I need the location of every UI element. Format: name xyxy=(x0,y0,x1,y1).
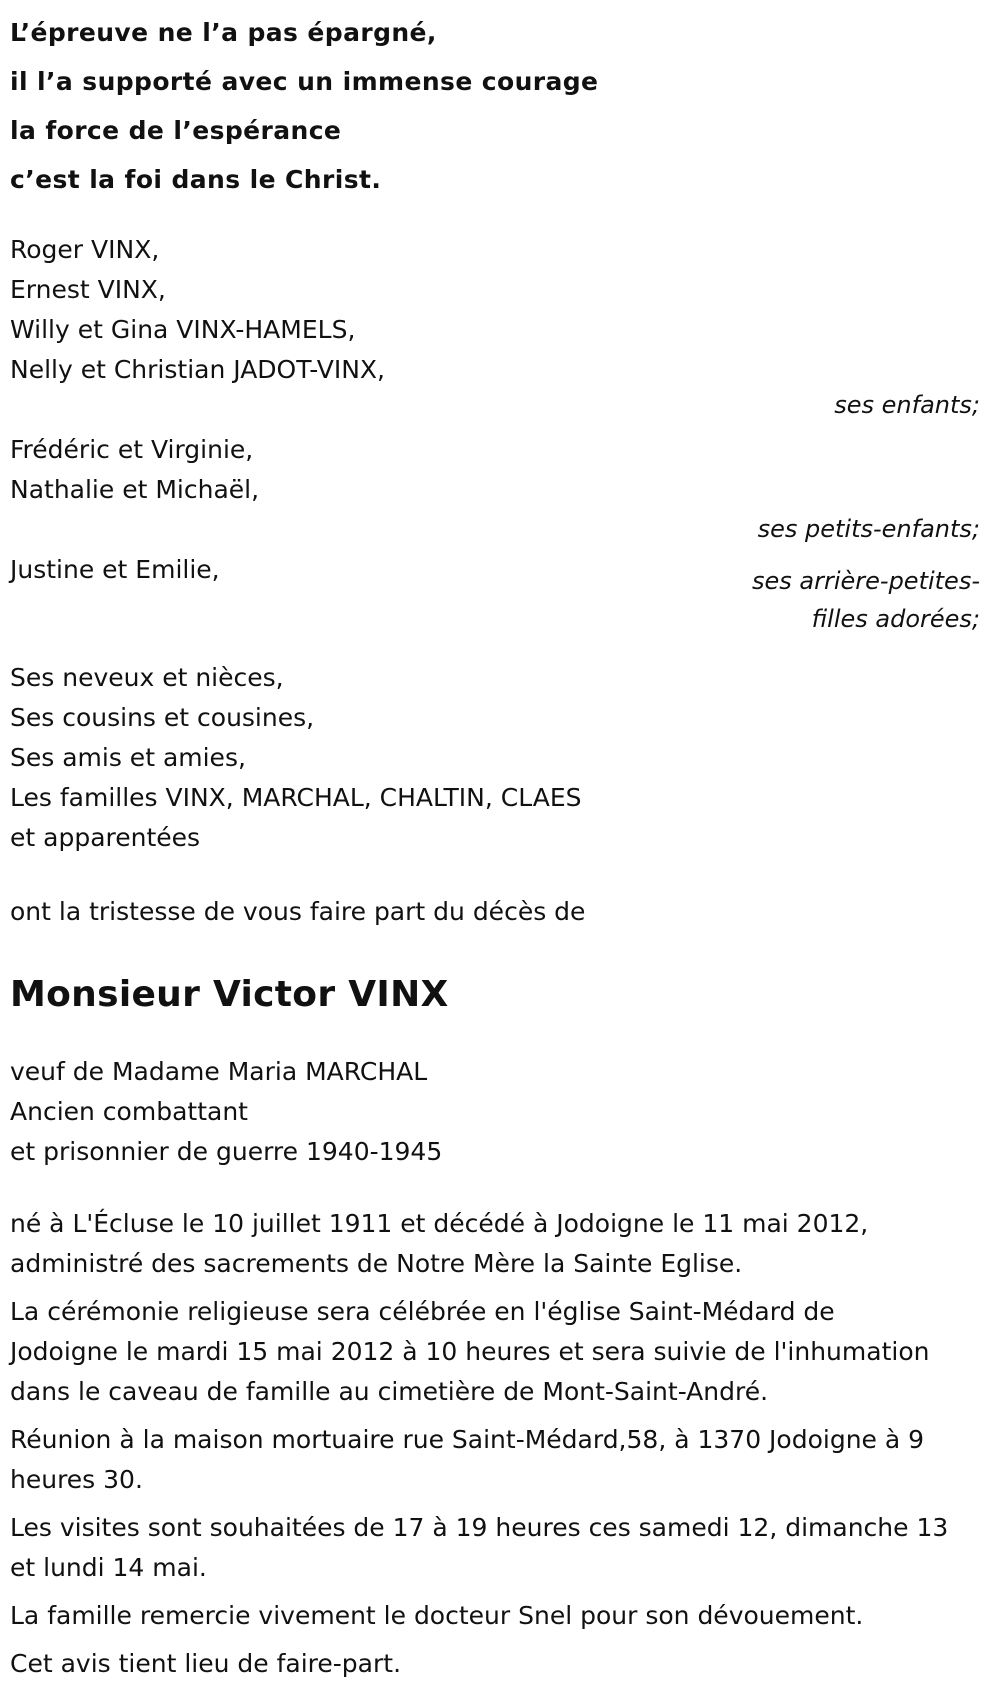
grandchildren-group xyxy=(10,430,980,548)
paragraph-line: Les visites sont souhaitées de 17 à 19 heures ces samedi 12, dimanche 13 xyxy=(10,1513,949,1542)
poem-line: il l’a supporté avec un immense courage xyxy=(10,67,599,96)
great-grandchildren-role xyxy=(752,562,980,638)
paragraph-line: Cet avis tient lieu de faire-part. xyxy=(10,1649,402,1678)
bio-line: Ancien combattant xyxy=(10,1097,248,1126)
great-grandchildren-group xyxy=(10,550,980,638)
paragraph-line: La famille remercie vivement le docteur Snel pour son dévouement. xyxy=(10,1601,864,1630)
paragraph-line: Jodoigne le mardi 15 mai 2012 à 10 heures et sera suivie de l'inhumation xyxy=(10,1337,930,1366)
child-name: Nelly et Christian JADOT-VINX, xyxy=(10,355,385,384)
paragraph-ceremony xyxy=(10,1292,980,1412)
paragraph-thanks xyxy=(10,1596,980,1636)
bio-line: et prisonnier de guerre 1940-1945 xyxy=(10,1137,443,1166)
relative-line: et apparentées xyxy=(10,823,201,852)
poem-line: la force de l’espérance xyxy=(10,116,342,145)
paragraph-visits xyxy=(10,1508,980,1588)
deceased-name: Monsieur Victor VINX xyxy=(10,974,449,1015)
relative-line: Ses cousins et cousines, xyxy=(10,703,315,732)
paragraph-line: administré des sacrements de Notre Mère la Sainte Eglise. xyxy=(10,1249,743,1278)
great-grandchild-name: Justine et Emilie, xyxy=(10,555,220,584)
poem-line: L’épreuve ne l’a pas épargné, xyxy=(10,18,437,47)
obituary-page xyxy=(0,8,1000,1702)
details-section xyxy=(10,1204,980,1684)
poem xyxy=(10,8,980,204)
paragraph-line: né à L'Écluse le 10 juillet 1911 et décédé à Jodoigne le 11 mai 2012, xyxy=(10,1209,869,1238)
paragraph-birth-death xyxy=(10,1204,980,1284)
great-grandchildren-role-line: filles adorées; xyxy=(811,605,980,633)
grandchildren-role: ses petits-enfants; xyxy=(757,515,980,543)
great-grandchildren-role-line: ses arrière-petites- xyxy=(752,567,980,595)
bio-line: veuf de Madame Maria MARCHAL xyxy=(10,1057,428,1086)
paragraph-line: heures 30. xyxy=(10,1465,143,1494)
child-name: Ernest VINX, xyxy=(10,275,166,304)
paragraph-line: Réunion à la maison mortuaire rue Saint-Médard,58, à 1370 Jodoigne à 9 xyxy=(10,1425,925,1454)
deceased-bio xyxy=(10,1052,980,1172)
relative-line: Ses neveux et nièces, xyxy=(10,663,284,692)
children-group xyxy=(10,230,980,424)
child-name: Roger VINX, xyxy=(10,235,160,264)
children-role: ses enfants; xyxy=(834,391,980,419)
paragraph-meeting xyxy=(10,1420,980,1500)
relative-line: Ses amis et amies, xyxy=(10,743,246,772)
paragraph-line: dans le caveau de famille au cimetière de Mont-Saint-André. xyxy=(10,1377,769,1406)
paragraph-line: et lundi 14 mai. xyxy=(10,1553,207,1582)
paragraph-line: La cérémonie religieuse sera célébrée en l'église Saint-Médard de xyxy=(10,1297,835,1326)
paragraph-notice xyxy=(10,1644,980,1684)
poem-line: c’est la foi dans le Christ. xyxy=(10,165,382,194)
other-relatives xyxy=(10,658,980,858)
announcement: ont la tristesse de vous faire part du décès de xyxy=(10,897,586,926)
relative-line: Les familles VINX, MARCHAL, CHALTIN, CLAES xyxy=(10,783,582,812)
grandchild-name: Frédéric et Virginie, xyxy=(10,435,254,464)
child-name: Willy et Gina VINX-HAMELS, xyxy=(10,315,356,344)
grandchild-name: Nathalie et Michaël, xyxy=(10,475,260,504)
